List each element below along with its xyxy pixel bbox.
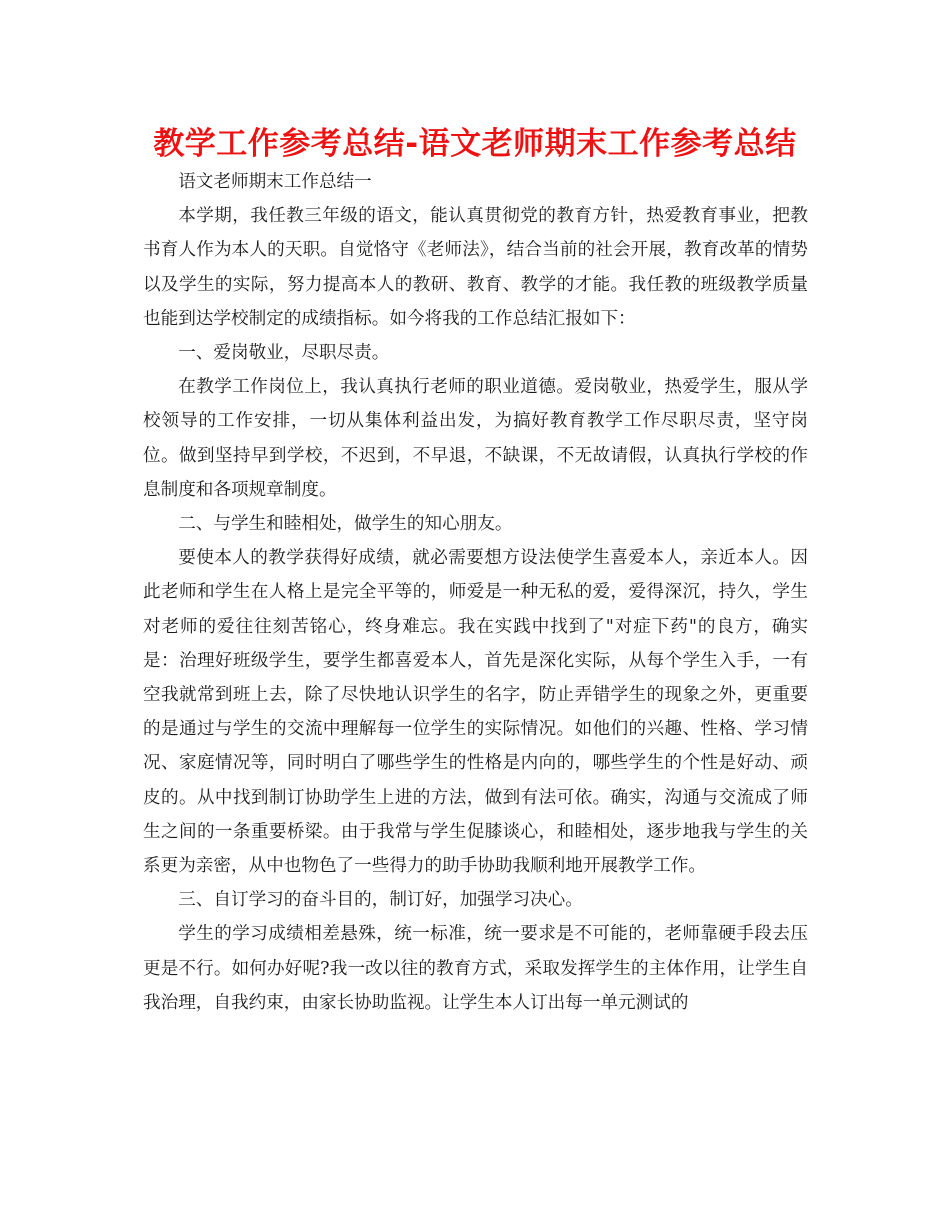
- paragraph-section-2: 要使本人的教学获得好成绩，就必需要想方设法使学生喜爱本人，亲近本人。因此老师和学生在人格上是完全平等的，师爱是一种无私的爱，爱得深沉，持久，学生对老师的爱往往刻苦铭心，终身难忘。我在实践中找到了"对症下药"的良方，确实是：治理好班级学生，要学生都喜爱本人，首先是深化实际，从每个学生入手，一有空我就常到班上去，除了尽快地认识学生的名字，防止弄错学生的现象之外，更重要的是通过与学生的交流中理解每一位学生的实际情况。如他们的兴趣、性格、学习情况、家庭情况等，同时明白了哪些学生的性格是内向的，哪些学生的个性是好动、顽皮的。从中找到制订协助学生上进的方法，做到有法可依。确实，沟通与交流成了师生之间的一条重要桥梁。由于我常与学生促膝谈心，和睦相处，逐步地我与学生的关系更为亲密，从中也物色了一些得力的助手协助我顺利地开展教学工作。: [143, 548, 808, 877]
- section-heading-2: 二、与学生和睦相处，做学生的知心朋友。: [178, 514, 513, 535]
- paragraph-subtitle: 语文老师期末工作总结一: [178, 172, 372, 192]
- paragraph-section-3: 学生的学习成绩相差悬殊，统一标准，统一要求是不可能的，老师靠硬手段去压更是不行。如何办好呢?我一改以往的教育方式，采取发挥学生的主体作用，让学生自我治理，自我约束，由家长协助监视。让学生本人订出每一单元测试的: [143, 924, 808, 1013]
- document-body: [143, 165, 808, 1020]
- paragraph-section-1: 在教学工作岗位上，我认真执行老师的职业道德。爱岗敬业，热爱学生，服从学校领导的工作安排，一切从集体利益出发，为搞好教育教学工作尽职尽责，坚守岗位。做到坚持早到学校，不迟到，不早退，不缺课，不无故请假，认真执行学校的作息制度和各项规章制度。: [143, 377, 808, 500]
- section-heading-3: 三、自订学习的奋斗目的，制订好，加强学习决心。: [178, 890, 583, 911]
- section-heading-1: 一、爱岗敬业，尽职尽责。: [178, 343, 390, 364]
- paragraph-intro: 本学期，我任教三年级的语文，能认真贯彻党的教育方针，热爱教育事业，把教书育人作为本人的天职。自觉恪守《老师法》，结合当前的社会开展，教育改革的情势以及学生的实际，努力提高本人的教研、教育、教学的才能。我任教的班级教学质量也能到达学校制定的成绩指标。如今将我的工作总结汇报如下：: [143, 206, 808, 329]
- document-title: 教学工作参考总结-语文老师期末工作参考总结: [153, 126, 797, 162]
